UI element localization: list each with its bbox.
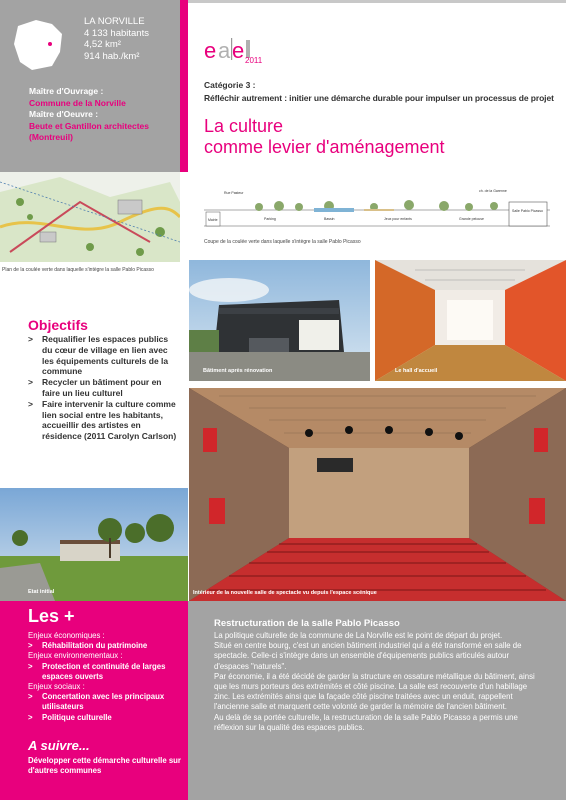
svg-text:e: e	[204, 38, 218, 63]
les-plus-title: Les +	[28, 606, 75, 626]
photo-initial	[0, 488, 188, 601]
svg-text:e: e	[232, 38, 245, 63]
maitrise-block	[29, 86, 149, 144]
photo-hall	[375, 260, 566, 381]
page-title-line-2: comme levier d'aménagement	[204, 137, 445, 157]
a-suivre-title: A suivre...	[28, 738, 90, 753]
restructuration-title: Restructuration de la salle Pablo Picasso	[214, 618, 400, 629]
restructuration-paragraph: Par économie, il a été décidé de garder la structure en ossature métallique du bâtiment, ainsi que les murs porteurs des extrémités et côté piscine. La salle est recouverte d'un habillage zinc. Les extrémités ainsi que la façade côté piscine traitées avec un enduit, rappellent l'ancienne salle et marquent cette volonté de garder la mémoire de l'ancien bâtiment.	[214, 671, 535, 712]
les-plus-content	[28, 631, 186, 723]
svg-text:a: a	[218, 38, 231, 63]
page-title-line-1: La culture	[204, 116, 284, 136]
enjeu-item	[28, 662, 186, 682]
enjeux-environnementaux-heading: Enjeux environnementaux :	[28, 651, 123, 661]
section-label-parking: Parking	[264, 217, 276, 221]
objectif-text: Recycler un bâtiment pour en faire un lieu culturel	[42, 377, 162, 398]
section-caption: Coupe de la coulée verte dans laquelle s'intègre la salle Pablo Picasso	[204, 239, 361, 245]
objectifs-list	[28, 334, 178, 442]
enjeu-text: Réhabilitation du patrimoine	[42, 641, 148, 651]
enjeux-sociaux-heading: Enjeux sociaux :	[28, 682, 85, 692]
commune-name: LA NORVILLE	[84, 16, 145, 27]
objectif-item	[28, 399, 178, 442]
plan-caption: Plan de la coulée verte dans laquelle s'intègre la salle Pablo Picasso	[2, 267, 154, 273]
section-label-chemin: ch. de la Garenne	[479, 189, 507, 193]
site-plan	[0, 172, 180, 262]
commune-map-icon	[12, 18, 66, 72]
photo-building-label: Bâtiment après rénovation	[203, 368, 273, 374]
restructuration-paragraph: Situé en centre bourg, c'est un ancien bâtiment industriel qui a été transformé en salle de spectacle. Celle-ci s'intègre dans un ensemble d'équipements publics articulés autour d'espaces "naturels".	[214, 641, 522, 671]
objectif-item	[28, 334, 178, 377]
section-label-mairie: Mairie	[208, 218, 218, 222]
category-description: Réfléchir autrement : initier une démarche durable pour impulser un processus de projet	[204, 93, 554, 103]
enjeu-marker: >	[28, 692, 33, 702]
maitre-ouvrage-value: Commune de la Norville	[29, 97, 126, 108]
enjeu-marker: >	[28, 712, 33, 722]
category-label: Catégorie 3 :	[204, 80, 256, 90]
maitre-oeuvre-value-2: (Montreuil)	[29, 132, 73, 142]
enjeu-text: Concertation avec les principaux utilisateurs	[42, 692, 165, 712]
photo-building	[189, 260, 370, 381]
objectif-text: Faire intervenir la culture comme lien social entre les habitants, accueillir des artistes en résidence (2011 Carolyn Carlson)	[42, 398, 177, 442]
photo-hall-label: Le hall d'accueil	[395, 368, 438, 374]
section-label-rue: Rue Pasteur	[224, 191, 244, 195]
section-drawing	[204, 188, 550, 234]
restructuration-paragraph: La politique culturelle de la commune de La Norville est le point de départ du projet.	[214, 631, 503, 640]
commune-stats	[84, 16, 149, 62]
enjeu-text: Politique culturelle	[42, 712, 112, 722]
section-label-bassin: Bassin	[324, 217, 335, 221]
commune-habitants: 4 133 habitants	[84, 27, 149, 39]
enjeu-marker: >	[28, 641, 33, 651]
a-suivre-text: Développer cette démarche culturelle sur d'autres communes	[28, 756, 181, 776]
enjeux-economiques-heading: Enjeux économiques :	[28, 631, 105, 640]
logo-year: 2011	[245, 56, 263, 65]
enjeu-item	[28, 641, 186, 651]
objectifs-title: Objectifs	[28, 317, 88, 333]
photo-theatre-label: Intérieur de la nouvelle salle de spectacle vu depuis l'espace scénique	[193, 590, 377, 596]
commune-superficie: 4,52 km²	[84, 39, 121, 50]
commune-densite: 914 hab./km²	[84, 50, 140, 62]
objectif-item	[28, 377, 178, 399]
maitre-oeuvre-label: Maître d'Oeuvre :	[29, 109, 99, 119]
maitre-oeuvre-value: Beute et Gantillon architectes	[29, 120, 149, 131]
objectif-text: Requalifier les espaces publics du cœur de village en lien avec les équipements culturels de la commune	[42, 334, 169, 377]
enjeu-text: Protection et continuité de larges espaces ouverts	[42, 661, 166, 681]
restructuration-paragraph: Au delà de sa portée culturelle, la restructuration de la salle Pablo Picasso a permis une réflexion sur la qualité des espaces publics.	[214, 712, 518, 732]
photo-initial-label: Etat initial	[28, 589, 55, 595]
section-label-pelouse: Grande pelouse	[459, 217, 484, 221]
enjeu-item	[28, 692, 186, 712]
objectif-marker: >	[28, 377, 33, 388]
photo-theatre	[189, 388, 566, 601]
objectif-marker: >	[28, 398, 33, 409]
enjeu-item	[28, 713, 186, 723]
section-label-jeux: Jeux pour enfants	[384, 217, 412, 221]
enjeu-marker: >	[28, 661, 33, 671]
top-rule	[188, 0, 566, 3]
objectif-marker: >	[28, 334, 33, 344]
section-label-salle: Salle Pablo Picasso	[512, 209, 543, 213]
restructuration-text	[214, 631, 544, 733]
accent-bar	[180, 0, 188, 172]
maitre-ouvrage-label: Maître d'Ouvrage :	[29, 86, 104, 96]
